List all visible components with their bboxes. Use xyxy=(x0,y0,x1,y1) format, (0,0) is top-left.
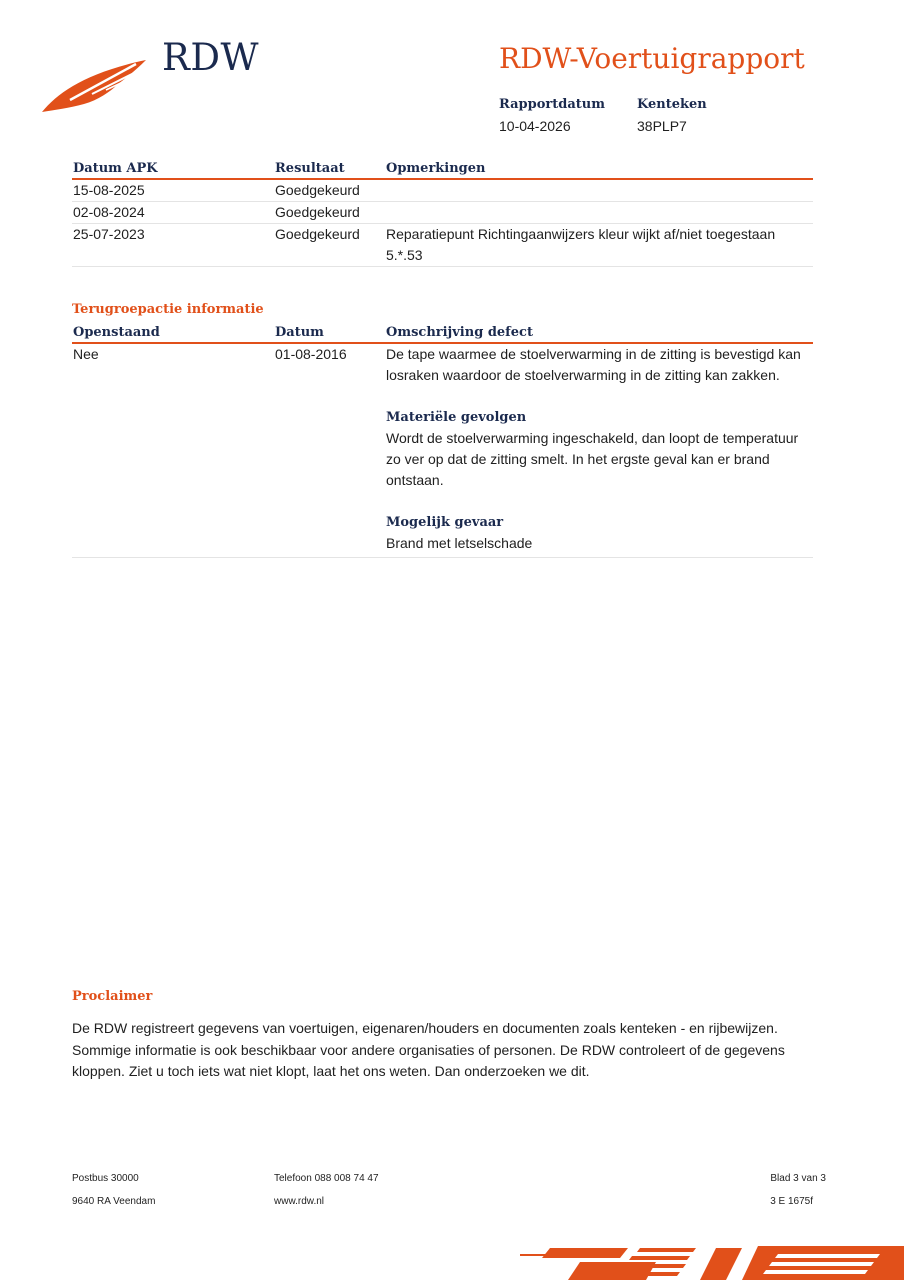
danger-label: Mogelijk gevaar xyxy=(386,515,504,530)
recall-table xyxy=(72,322,813,558)
logo-text: RDW xyxy=(162,36,260,79)
footer-code: 3 E 1675f xyxy=(770,1196,813,1207)
apk-remark xyxy=(385,179,813,202)
apk-date: 25-07-2023 xyxy=(72,224,274,267)
apk-result: Goedgekeurd xyxy=(274,224,385,267)
footer-city: 9640 RA Veendam xyxy=(72,1196,156,1207)
footer-page-number: Blad 3 van 3 xyxy=(770,1173,826,1184)
recall-col-open: Openstaand xyxy=(72,322,274,343)
rdw-feather-logo-icon xyxy=(40,56,148,114)
table-row xyxy=(72,202,813,224)
table-row xyxy=(72,224,813,267)
apk-result: Goedgekeurd xyxy=(274,179,385,202)
defect-description: De tape waarmee de stoelverwarming in de zitting is bevestigd kan losraken waardoor de stoelverwarming in de zitting kan zakken. xyxy=(386,346,801,383)
recall-date: 01-08-2016 xyxy=(274,343,385,558)
footer-postbus: Postbus 30000 xyxy=(72,1173,139,1184)
recall-col-description: Omschrijving defect xyxy=(385,322,813,343)
report-date-value: 10-04-2026 xyxy=(499,118,571,134)
proclaimer-title: Proclaimer xyxy=(72,989,153,1004)
footer-phone: Telefoon 088 008 74 47 xyxy=(274,1173,379,1184)
apk-remark: Reparatiepunt Richtingaanwijzers kleur wijkt af/niet toegestaan 5.*.53 xyxy=(385,224,813,267)
recall-description-cell xyxy=(385,343,813,558)
footer-website[interactable]: www.rdw.nl xyxy=(274,1196,325,1207)
recall-col-date: Datum xyxy=(274,322,385,343)
apk-col-remarks: Opmerkingen xyxy=(385,158,813,179)
rdw-stripes-icon xyxy=(520,1240,904,1280)
consequences-text: Wordt de stoelverwarming ingeschakeld, dan loopt de temperatuur zo ver op dat de zitting smelt. In het ergste geval kan er brand ontstaan. xyxy=(386,430,799,488)
consequences-label: Materiële gevolgen xyxy=(386,410,527,425)
table-row xyxy=(72,179,813,202)
report-date-label: Rapportdatum xyxy=(499,97,605,112)
recall-open: Nee xyxy=(72,343,274,558)
apk-col-date: Datum APK xyxy=(72,158,274,179)
danger-text: Brand met letselschade xyxy=(386,535,533,551)
table-row xyxy=(72,343,813,558)
recall-header-row xyxy=(72,322,813,343)
proclaimer-text: De RDW registreert gegevens van voertuigen, eigenaren/houders en documenten zoals kenteken - en rijbewijzen. Sommige informatie is ook beschikbaar voor andere organisaties of personen. De RDW controleert of de gegevens kloppen. Ziet u toch iets wat niet klopt, laat het ons weten. Dan onderzoeken we dit. xyxy=(72,1020,785,1079)
apk-table xyxy=(72,158,813,267)
apk-remark xyxy=(385,202,813,224)
report-title: RDW-Voertuigrapport xyxy=(499,42,805,75)
apk-date: 02-08-2024 xyxy=(72,202,274,224)
plate-label: Kenteken xyxy=(637,97,707,112)
apk-result: Goedgekeurd xyxy=(274,202,385,224)
plate-value: 38PLP7 xyxy=(637,118,687,134)
apk-header-row xyxy=(72,158,813,179)
recall-heading: Terugroepactie informatie xyxy=(72,302,264,317)
apk-date: 15-08-2025 xyxy=(72,179,274,202)
apk-col-result: Resultaat xyxy=(274,158,385,179)
